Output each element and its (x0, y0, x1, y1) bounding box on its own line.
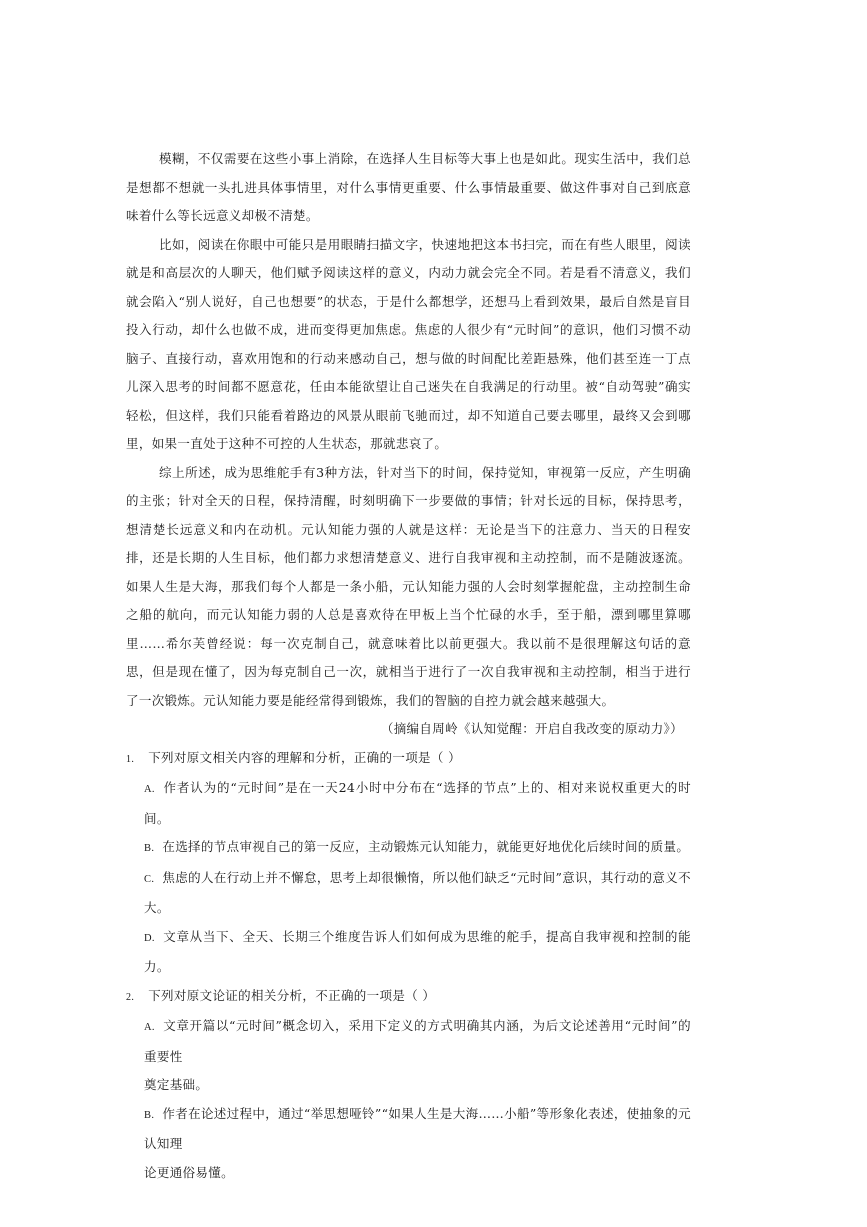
option-label: A. (144, 1022, 155, 1033)
question-2-stem (126, 982, 691, 1013)
option-text: 文章开篇以“元时间”概念切入，采用下定义的方式明确其内涵，为后文论述善用“元时间”的重要性 (144, 1018, 691, 1064)
option-label: B. (144, 843, 155, 854)
question-1-option-b (126, 833, 691, 864)
question-1-number: 1. (126, 753, 135, 765)
option-label: A. (144, 784, 155, 795)
option-text: 在选择的节点审视自己的第一反应，主动锻炼元认知能力，就能更好地优化后续时间的质量。 (162, 839, 690, 854)
question-2-option-b (126, 1100, 691, 1188)
question-2-option-a (126, 1012, 691, 1100)
option-label: B. (144, 1109, 155, 1121)
passage-source: （摘编自周岭《认知觉醒：开启自我改变的原动力》） (380, 721, 683, 736)
document-content (126, 145, 691, 1187)
question-1-option-c (126, 864, 691, 923)
option-label: D. (144, 932, 155, 944)
question-2-number: 2. (126, 991, 135, 1003)
question-1-stem (126, 744, 691, 775)
question-1-option-a (126, 774, 691, 833)
passage-paragraph-3: 综上所述，成为思维舵手有3种方法，针对当下的时间，保持觉知，审视第一反应，产生明确的主张；针对全天的日程，保持清醒，时刻明确下一步要做的事情；针对长远的目标，保持思考，想清楚长远意义和内在动机。元认知能力强的人就是这样：无论是当下的注意力、当天的日程安排，还是长期的人生目标，他们都力求想清楚意义、进行自我审视和主动控制，而不是随波逐流。如果人生是大海，那我们每个人都是一条小船，元认知能力强的人会时刻掌握舵盘，主动控制生命之船的航向，而元认知能力弱的人总是喜欢待在甲板上当个忙碌的水手，至于船，漂到哪里算哪里……希尔芙曾经说：每一次克制自己，就意味着比以前更强大。我以前不是很理解这句话的意思，但是现在懂了，因为每克制自己一次，就相当于进行了一次自我审视和主动控制，相当于进行了一次锻炼。元认知能力要是能经常得到锻炼，我们的智脑的自控力就会越来越强大。 (126, 464, 691, 708)
passage-paragraph-1: 模糊，不仅需要在这些小事上消除，在选择人生目标等大事上也是如此。现实生活中，我们总是想都不想就一头扎进具体事情里，对什么事情更重要、什么事情最重要、做这件事对自己到底意味着什么等长远意义却极不清楚。 (126, 151, 691, 223)
passage-paragraph-2: 比如，阅读在你眼中可能只是用眼睛扫描文字，快速地把这本书扫完，而在有些人眼里，阅读就是和高层次的人聊天，他们赋予阅读这样的意义，内动力就会完全不同。若是看不清意义，我们就会陷入“别人说好，自己也想要”的状态，于是什么都想学，还想马上看到效果，最后自然是盲目投入行动，却什么也做不成，进而变得更加焦虑。焦虑的人很少有“元时间”的意识，他们习惯不动脑子、直接行动，喜欢用饱和的行动来感动自己，想与做的时间配比差距悬殊，他们甚至连一丁点儿深入思考的时间都不愿意花，任由本能欲望让自己迷失在自我满足的行动里。被“自动驾驶”确实轻松，但这样，我们只能看着路边的风景从眼前飞驰而过，却不知道自己要去哪里，最终又会到哪里，如果一直处于这种不可控的人生状态，那就悲哀了。 (126, 236, 691, 451)
option-text: 作者在论述过程中，通过“举思想哑铃”“如果人生是大海……小船”等形象化表述，使抽象的元认知理 (144, 1105, 691, 1151)
option-text: 作者认为的“元时间”是在一天24小时中分布在“选择的节点”上的、相对来说权重更大的时间。 (144, 780, 691, 826)
option-text: 焦虑的人在行动上并不懈怠，思考上却很懒惰，所以他们缺乏“元时间”意识，其行动的意义不大。 (144, 869, 691, 915)
question-1-option-d (126, 923, 691, 982)
option-text-continued: 奠定基础。 (144, 1077, 209, 1092)
question-2-text: 下列对原文论证的相关分析，不正确的一项是（ ） (148, 987, 436, 1003)
option-text-continued: 论更通俗易懂。 (144, 1164, 234, 1180)
question-1-text: 下列对原文相关内容的理解和分析，正确的一项是（ ） (148, 749, 461, 765)
option-label: C. (144, 873, 155, 885)
option-text: 文章从当下、全天、长期三个维度告诉人们如何成为思维的舵手，提高自我审视和控制的能力。 (144, 928, 691, 974)
